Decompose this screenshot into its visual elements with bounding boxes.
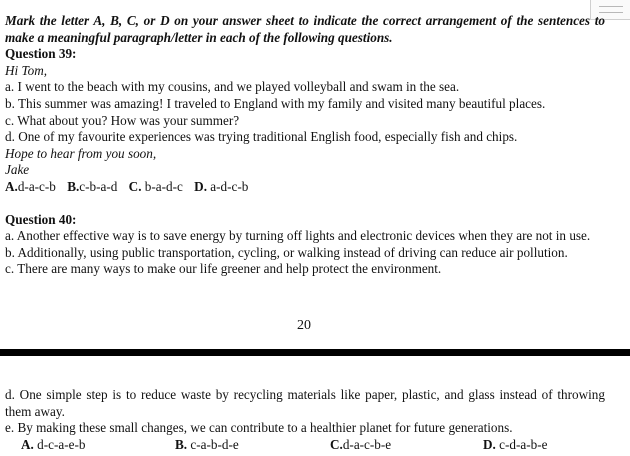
letter-greeting: Hi Tom,: [5, 62, 48, 78]
question-39-heading: Question 39:: [5, 46, 77, 62]
q40-options: [5, 437, 605, 454]
q39-sentence-a: a. I went to the beach with my cousins, and we played volleyball and swam in the sea.: [5, 79, 460, 95]
q40-option-c[interactable]: C.d-a-c-b-e: [330, 436, 392, 452]
page-number: 20: [297, 318, 311, 333]
page-content-top: [5, 13, 605, 278]
page-content-bottom: [5, 387, 605, 454]
q40-sentence-e: e. By making these small changes, we can contribute to a healthier planet for future generations.: [5, 420, 513, 436]
question-40-heading: Question 40:: [5, 211, 77, 227]
q39-option-d[interactable]: D. a-d-c-b: [194, 178, 249, 194]
q40-option-a[interactable]: A. d-c-a-e-b: [21, 436, 86, 452]
q39-option-c[interactable]: C. b-a-d-c: [128, 178, 183, 194]
q39-option-b[interactable]: B.c-b-a-d: [67, 178, 118, 194]
q39-sentence-d: d. One of my favourite experiences was trying traditional English food, especially fish and chips.: [5, 129, 518, 145]
q40-sentence-c: c. There are many ways to make our life greener and help protect the environment.: [5, 261, 442, 277]
q39-options: [5, 179, 605, 196]
q40-sentence-d: d. One simple step is to reduce waste by recycling materials like paper, plastic, and glass instead of throwing them away.: [5, 387, 605, 419]
letter-closing: Hope to hear from you soon,: [5, 145, 157, 161]
letter-signature: Jake: [5, 162, 30, 178]
q40-option-d[interactable]: D. c-d-a-b-e: [483, 436, 548, 452]
q40-sentence-b: b. Additionally, using public transportation, cycling, or walking instead of driving can reduce air pollution.: [5, 244, 568, 260]
q39-option-a[interactable]: A.d-a-c-b: [5, 178, 56, 194]
q39-sentence-b: b. This summer was amazing! I traveled to England with my family and visited many beautiful places.: [5, 95, 546, 111]
instructions: Mark the letter A, B, C, or D on your answer sheet to indicate the correct arrangement of the sentences to make a meaningful paragraph/letter in each of the following questions.: [5, 13, 605, 45]
page-break-divider: [0, 349, 630, 356]
q40-option-b[interactable]: B. c-a-b-d-e: [175, 436, 239, 452]
q39-sentence-c: c. What about you? How was your summer?: [5, 112, 240, 128]
q40-sentence-a: a. Another effective way is to save energy by turning off lights and electronic devices when they are not in use.: [5, 228, 591, 244]
